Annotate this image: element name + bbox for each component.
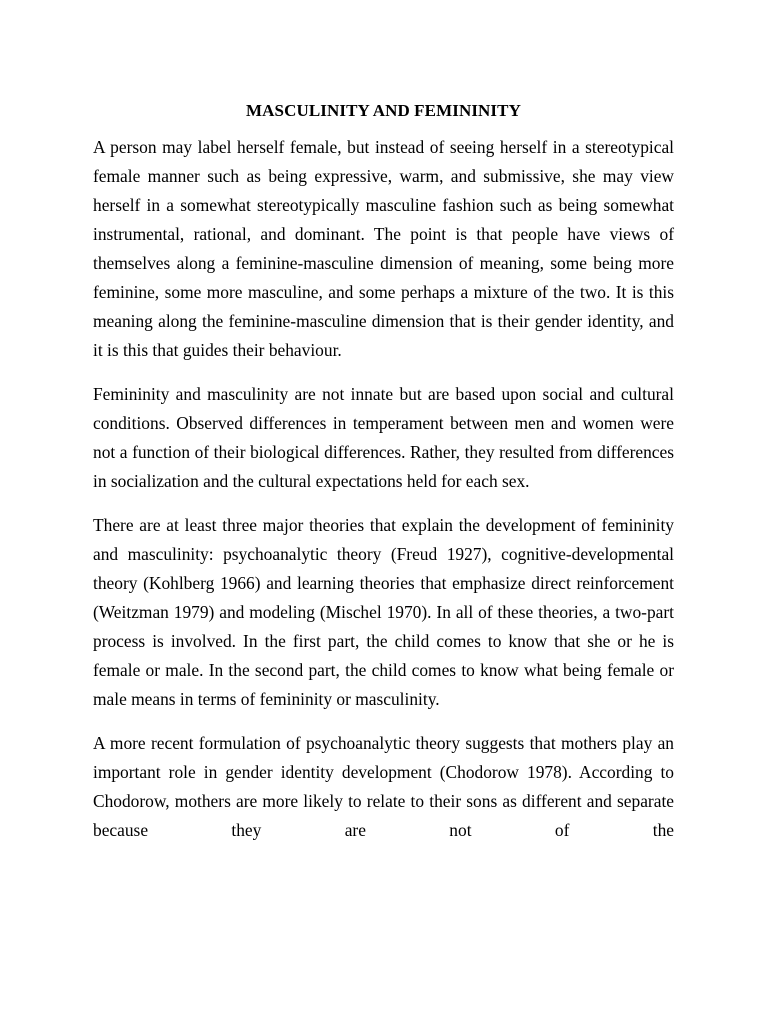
document-page [93,99,674,845]
document-title: MASCULINITY AND FEMININITY [246,101,521,120]
paragraph-social-conditions: Femininity and masculinity are not innate but are based upon social and cultural conditions. Observed differences in temperament between men and women were not a function of their biological differences. Rather, they resulted from differences in socialization and the cultural expectations held for each sex. [93,384,674,491]
paragraph-gender-identity: A person may label herself female, but instead of seeing herself in a stereotypical female manner such as being expressive, warm, and submissive, she may view herself in a somewhat stereotypically masculine fashion such as being somewhat instrumental, rational, and dominant. The point is that people have views of themselves along a feminine-masculine dimension of meaning, some being more feminine, some more masculine, and some perhaps a mixture of the two. It is this meaning along the feminine-masculine dimension that is their gender identity, and it is this that guides their behaviour. [93,137,674,360]
paragraph-psychoanalytic-formulation: A more recent formulation of psychoanalytic theory suggests that mothers play an important role in gender identity development (Chodorow 1978). According to Chodorow, mothers are more likely to relate to their sons as different and separate because they are not of the [93,733,674,840]
paragraph-major-theories: There are at least three major theories that explain the development of femininity and masculinity: psychoanalytic theory (Freud 1927), cognitive-developmental theory (Kohlberg 1966) and learning theories that emphasize direct reinforcement (Weitzman 1979) and modeling (Mischel 1970). In all of these theories, a two-part process is involved. In the first part, the child comes to know that she or he is female or male. In the second part, the child comes to know what being female or male means in terms of femininity or masculinity. [93,515,674,709]
